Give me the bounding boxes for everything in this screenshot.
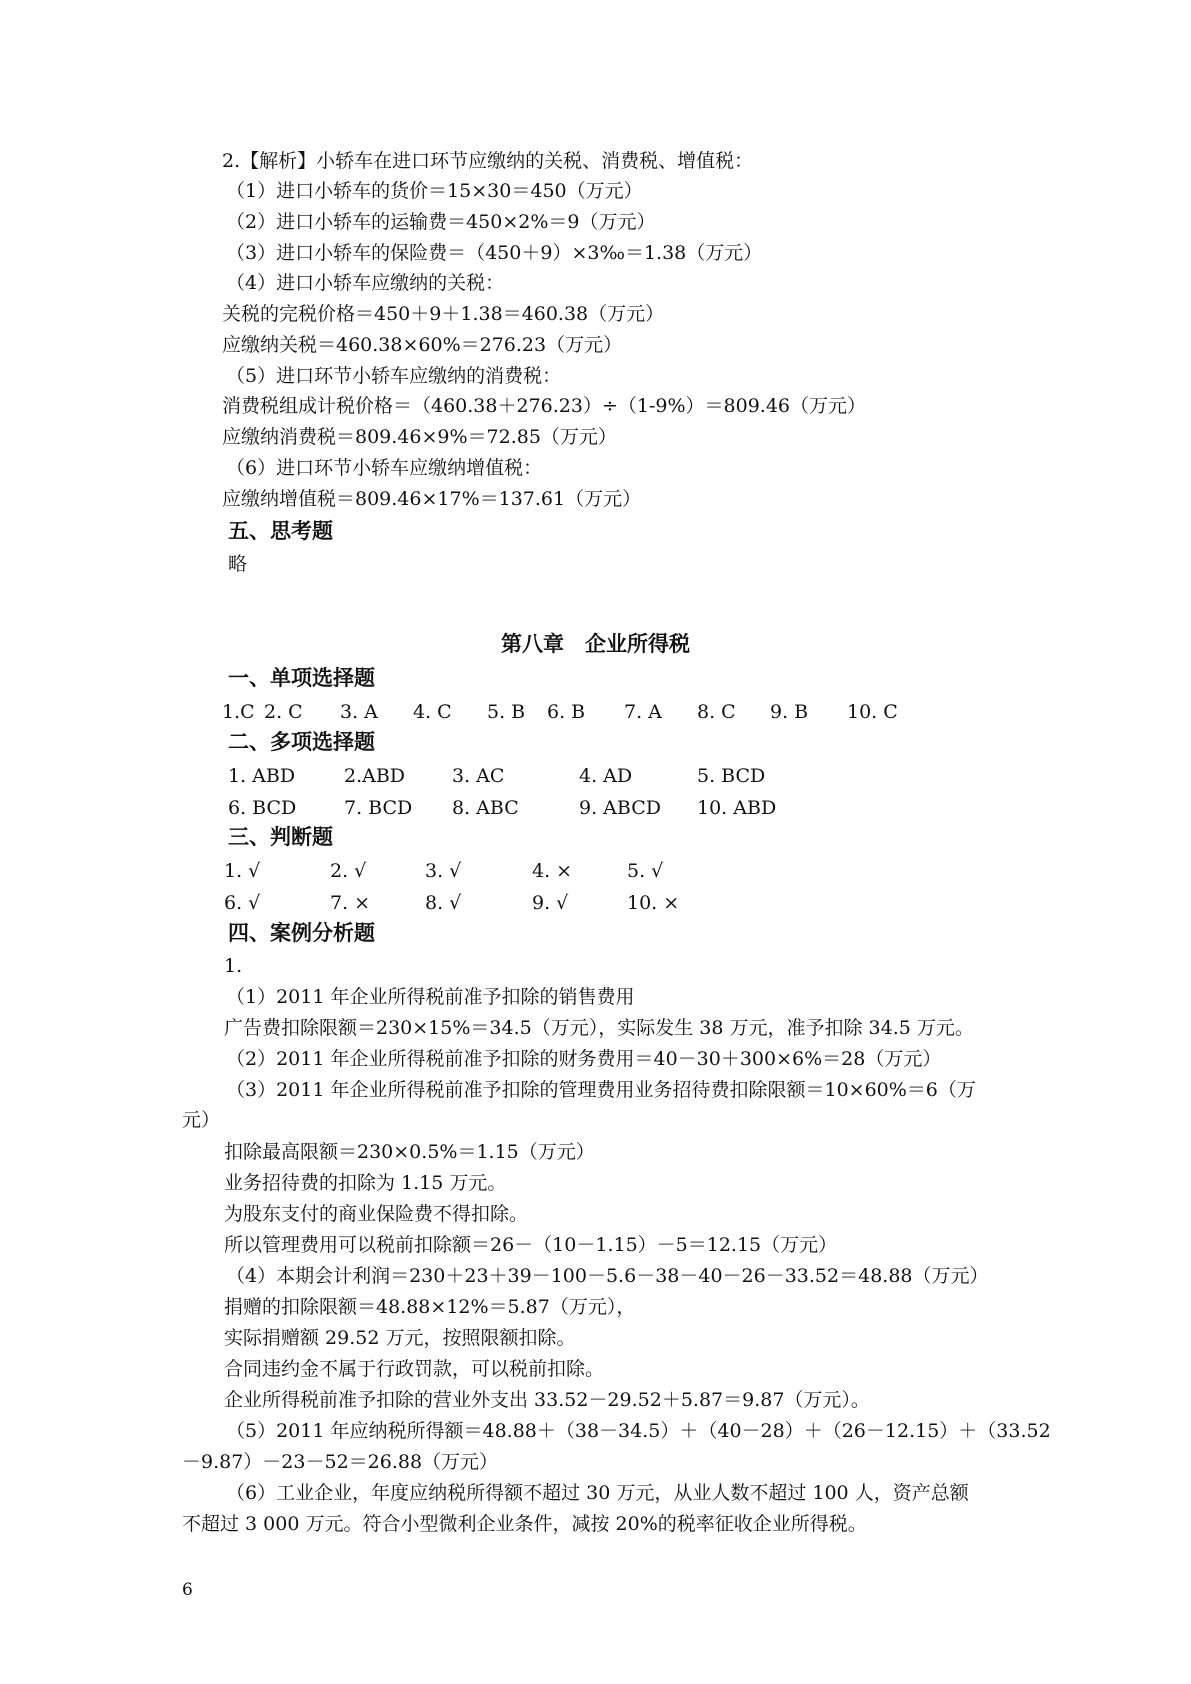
analysis-line: （5）进口环节小轿车应缴纳的消费税： [226,365,562,387]
section-heading: 五、思考题 [228,519,333,543]
answer: 3. A [340,701,378,723]
page-number: 6 [182,1580,193,1600]
answer: 7. A [624,701,662,723]
answer: 9. √ [532,892,569,914]
analysis-line: （2）进口小轿车的运输费＝450×2%＝9（万元） [226,211,656,233]
case-line: 合同违约金不属于行政罚款，可以税前扣除。 [224,1358,605,1380]
section-body: 略 [228,553,248,575]
answer: 2. C [264,701,303,723]
answer: 6. B [547,701,586,723]
answer-row [0,761,1191,791]
answer: 8. ABC [452,797,519,819]
answer: 6. BCD [228,797,297,819]
answer: 9. ABCD [579,797,661,819]
analysis-line: （4）进口小轿车应缴纳的关税： [226,272,505,294]
answer: 5. BCD [697,765,766,787]
case-line: －9.87）－23－52＝26.88（万元） [182,1451,499,1473]
answer: 2. √ [330,860,367,882]
answer: 3. AC [452,765,505,787]
case-line: （3）2011 年企业所得税前准予扣除的管理费用业务招待费扣除限额＝10×60%＝6（万 [226,1079,976,1101]
case-line: （4）本期会计利润＝230＋23＋39－100－5.6－38－40－26－33.52＝48.88（万元） [226,1265,989,1287]
analysis-line: 应缴纳关税＝460.38×60%＝276.23（万元） [222,334,623,356]
case-line: 1. [224,955,243,977]
answer-row [0,697,1191,727]
answer: 10. ABD [697,797,777,819]
case-line: 所以管理费用可以税前扣除额＝26－（10－1.15）－5＝12.15（万元） [224,1234,838,1256]
answer: 1.C [222,701,255,723]
section-heading: 二、多项选择题 [228,730,375,754]
analysis-line: 关税的完税价格＝450＋9＋1.38＝460.38（万元） [222,303,665,325]
case-line: （1）2011 年企业所得税前准予扣除的销售费用 [226,986,635,1008]
case-line: 捐赠的扣除限额＝48.88×12%＝5.87（万元）， [224,1296,636,1318]
answer: 8. √ [425,892,462,914]
answer: 9. B [770,701,809,723]
answer: 10. × [627,892,680,914]
answer: 7. × [330,892,371,914]
answer: 1. √ [224,860,261,882]
answer: 1. ABD [228,765,296,787]
analysis-line: 消费税组成计税价格＝（460.38＋276.23）÷（1-9%）＝809.46（万元） [222,395,867,417]
answer: 4. AD [579,765,633,787]
section-heading: 一、单项选择题 [228,666,375,690]
case-line: 元） [182,1109,221,1131]
answer: 7. BCD [344,797,413,819]
chapter-title: 第八章 企业所得税 [501,632,690,656]
case-line: 企业所得税前准予扣除的营业外支出 33.52－29.52＋5.87＝9.87（万元）。 [224,1389,870,1411]
case-line: 扣除最高限额＝230×0.5%＝1.15（万元） [224,1141,595,1163]
analysis-line: （6）进口环节小轿车应缴纳增值税： [226,457,543,479]
answer-row [0,856,1191,886]
answer: 3. √ [425,860,462,882]
case-line: 广告费扣除限额＝230×15%＝34.5（万元），实际发生 38 万元，准予扣除 34.5 万元。 [224,1017,974,1039]
analysis-line: 应缴纳消费税＝809.46×9%＝72.85（万元） [222,426,617,448]
answer: 10. C [847,701,898,723]
answer-row [0,888,1191,918]
case-line: 业务招待费的扣除为 1.15 万元。 [224,1172,507,1194]
case-line: （2）2011 年企业所得税前准予扣除的财务费用＝40－30＋300×6%＝28（万元） [226,1048,942,1070]
analysis-intro: 2.【解析】小轿车在进口环节应缴纳的关税、消费税、增值税： [222,150,754,172]
case-line: （5）2011 年应纳税所得额＝48.88＋（38－34.5）＋（40－28）＋（26－12.15）＋（33.52 [226,1420,1051,1442]
case-line: 实际捐赠额 29.52 万元，按照限额扣除。 [224,1327,576,1349]
analysis-line: （1）进口小轿车的货价＝15×30＝450（万元） [226,180,643,202]
answer: 4. C [413,701,452,723]
section-heading: 四、案例分析题 [228,921,375,945]
answer: 5. B [487,701,526,723]
section-heading: 三、判断题 [228,825,333,849]
answer: 5. √ [627,860,664,882]
answer-row [0,793,1191,823]
analysis-line: 应缴纳增值税＝809.46×17%＝137.61（万元） [222,488,642,510]
answer: 2.ABD [344,765,406,787]
case-line: （6）工业企业，年度应纳税所得额不超过 30 万元，从业人数不超过 100 人，资产总额 [226,1482,969,1504]
analysis-line: （3）进口小轿车的保险费＝（450＋9）×3‰＝1.38（万元） [226,242,763,264]
answer: 4. × [532,860,573,882]
answer: 6. √ [224,892,261,914]
case-line: 不超过 3 000 万元。符合小型微利企业条件，减按 20%的税率征收企业所得税。 [182,1513,867,1535]
answer: 8. C [697,701,736,723]
case-line: 为股东支付的商业保险费不得扣除。 [224,1203,529,1225]
